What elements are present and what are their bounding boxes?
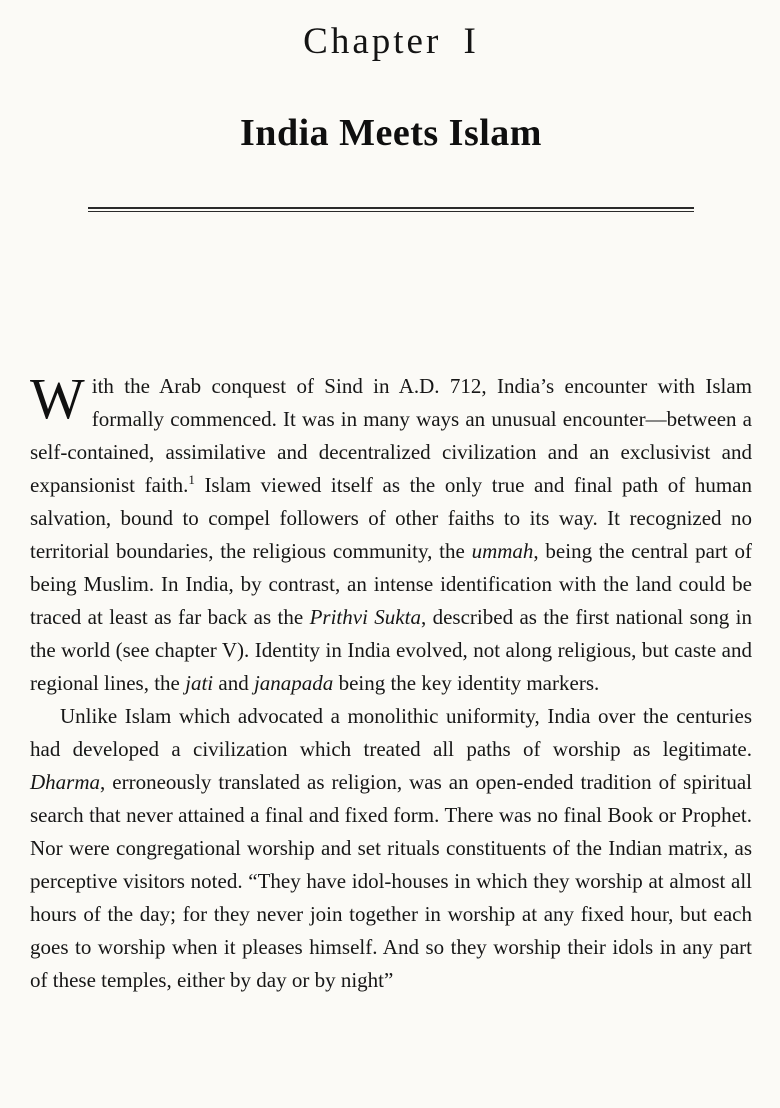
page-title: India Meets Islam [240,112,542,154]
body-text [30,366,753,997]
chapter-heading: Chapter I [303,21,479,62]
paragraph-1-text: ith the Arab conquest of Sind in A.D. 712, India’s encounter with Islam formally commenced. It was in many ways an unusual encounter—between a self-contained, assimilative and decentralized civilization and an exclusivist and expansionist faith.$^1$ Islam viewed itself as the only true and final path of human salvation, bound to compel followers of other faiths to its way. It recognized no territorial boundaries, the religious community, the ummah, being the central part of being Muslim. In India, by contrast, an intense identification with the land could be traced at least as far back as the Prithvi Sukta, described as the first national song in the world (see chapter V). Identity in India evolved, not along religious, but caste and regional lines, the jati and janapada being the key identity markers. [30,374,753,695]
paragraph-2-text: Unlike Islam which advocated a monolithic uniformity, India over the centuries had developed a civilization which treated all paths of worship as legitimate. Dharma, erroneously translated as religion, was an open-ended tradition of spiritual search that never attained a final and fixed form. There was no final Book or Prophet. Nor were congregational worship and set rituals constituents of the Indian matrix, as perceptive visitors noted. “They have idol-houses in which they worship at almost all hours of the day; for they never join together in worship at any fixed hour, but each goes to worship when it pleases himself. And so they worship their idols in any part of these temples, either by day or by night” [30,704,752,992]
decorative-double-rule [88,207,694,212]
paragraph-2 [30,700,752,997]
paragraph-1 [30,366,753,700]
drop-cap: W [30,366,85,431]
